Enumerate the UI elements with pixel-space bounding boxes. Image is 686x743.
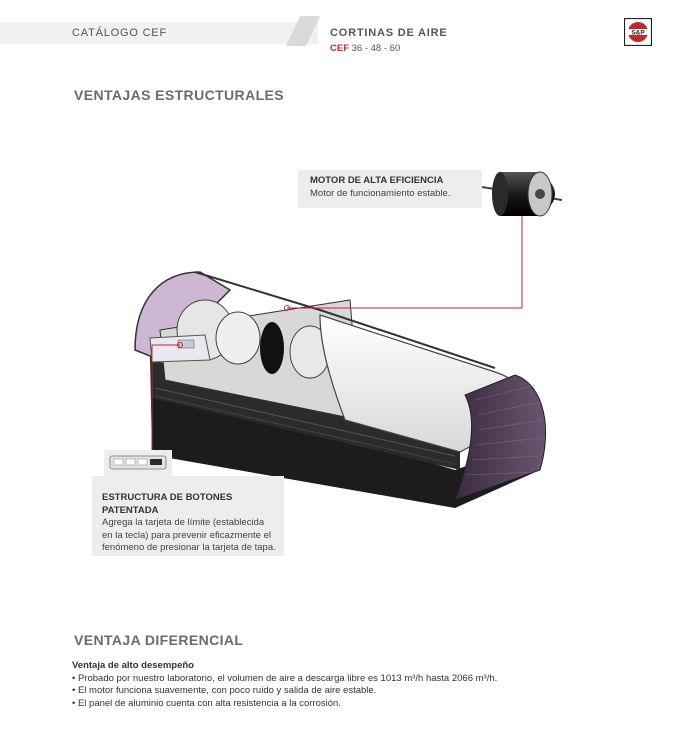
feature-bullet: • El motor funciona suavemente, con poco ruido y salida de aire estable. [72,685,377,696]
callout-motor-title: MOTOR DE ALTA EFICIENCIA [310,175,444,186]
callout-motor-text: Motor de funcionamiento estable. [310,187,451,199]
logo-text: S&P [631,29,645,37]
features-block [72,660,497,710]
section-title-differential: VENTAJA DIFERENCIAL [74,632,244,648]
motor-callout-line [287,212,522,308]
feature-bullet: • El panel de aluminio cuenta con alta resistencia a la corrosión. [72,697,341,709]
blower-wheel-mid [216,312,260,364]
feature-bullet: • Probado por nuestro laboratorio, el volumen de aire a descarga libre es 1013 m³/h hasta 2066 m³/h. [72,672,498,684]
callout-buttons-title: ESTRUCTURA DE BOTONES PATENTADA [102,492,233,516]
callout-buttons-line: Agrega la tarjeta de límite (establecida [102,517,265,528]
catalog-label: CATÁLOGO CEF [72,27,167,39]
callout-buttons [92,476,284,556]
model-code: CEF [330,43,349,54]
page-title: CORTINAS DE AIRE [330,27,448,39]
section-title-structural: VENTAJAS ESTRUCTURALES [74,87,285,103]
motor-core [260,322,284,374]
button-module-image [104,450,172,476]
motor-image [482,172,562,216]
callout-buttons-line: fenómeno de presionar la tarjeta de tapa. [102,542,276,553]
button-structure [150,335,210,362]
model-sizes: 36 - 48 - 60 [351,43,401,54]
features-subtitle: Ventaja de alto desempeño [72,660,194,671]
callout-motor [298,170,482,208]
callout-buttons-line: en la tecla) para prevenir eficazmente el [102,529,271,541]
